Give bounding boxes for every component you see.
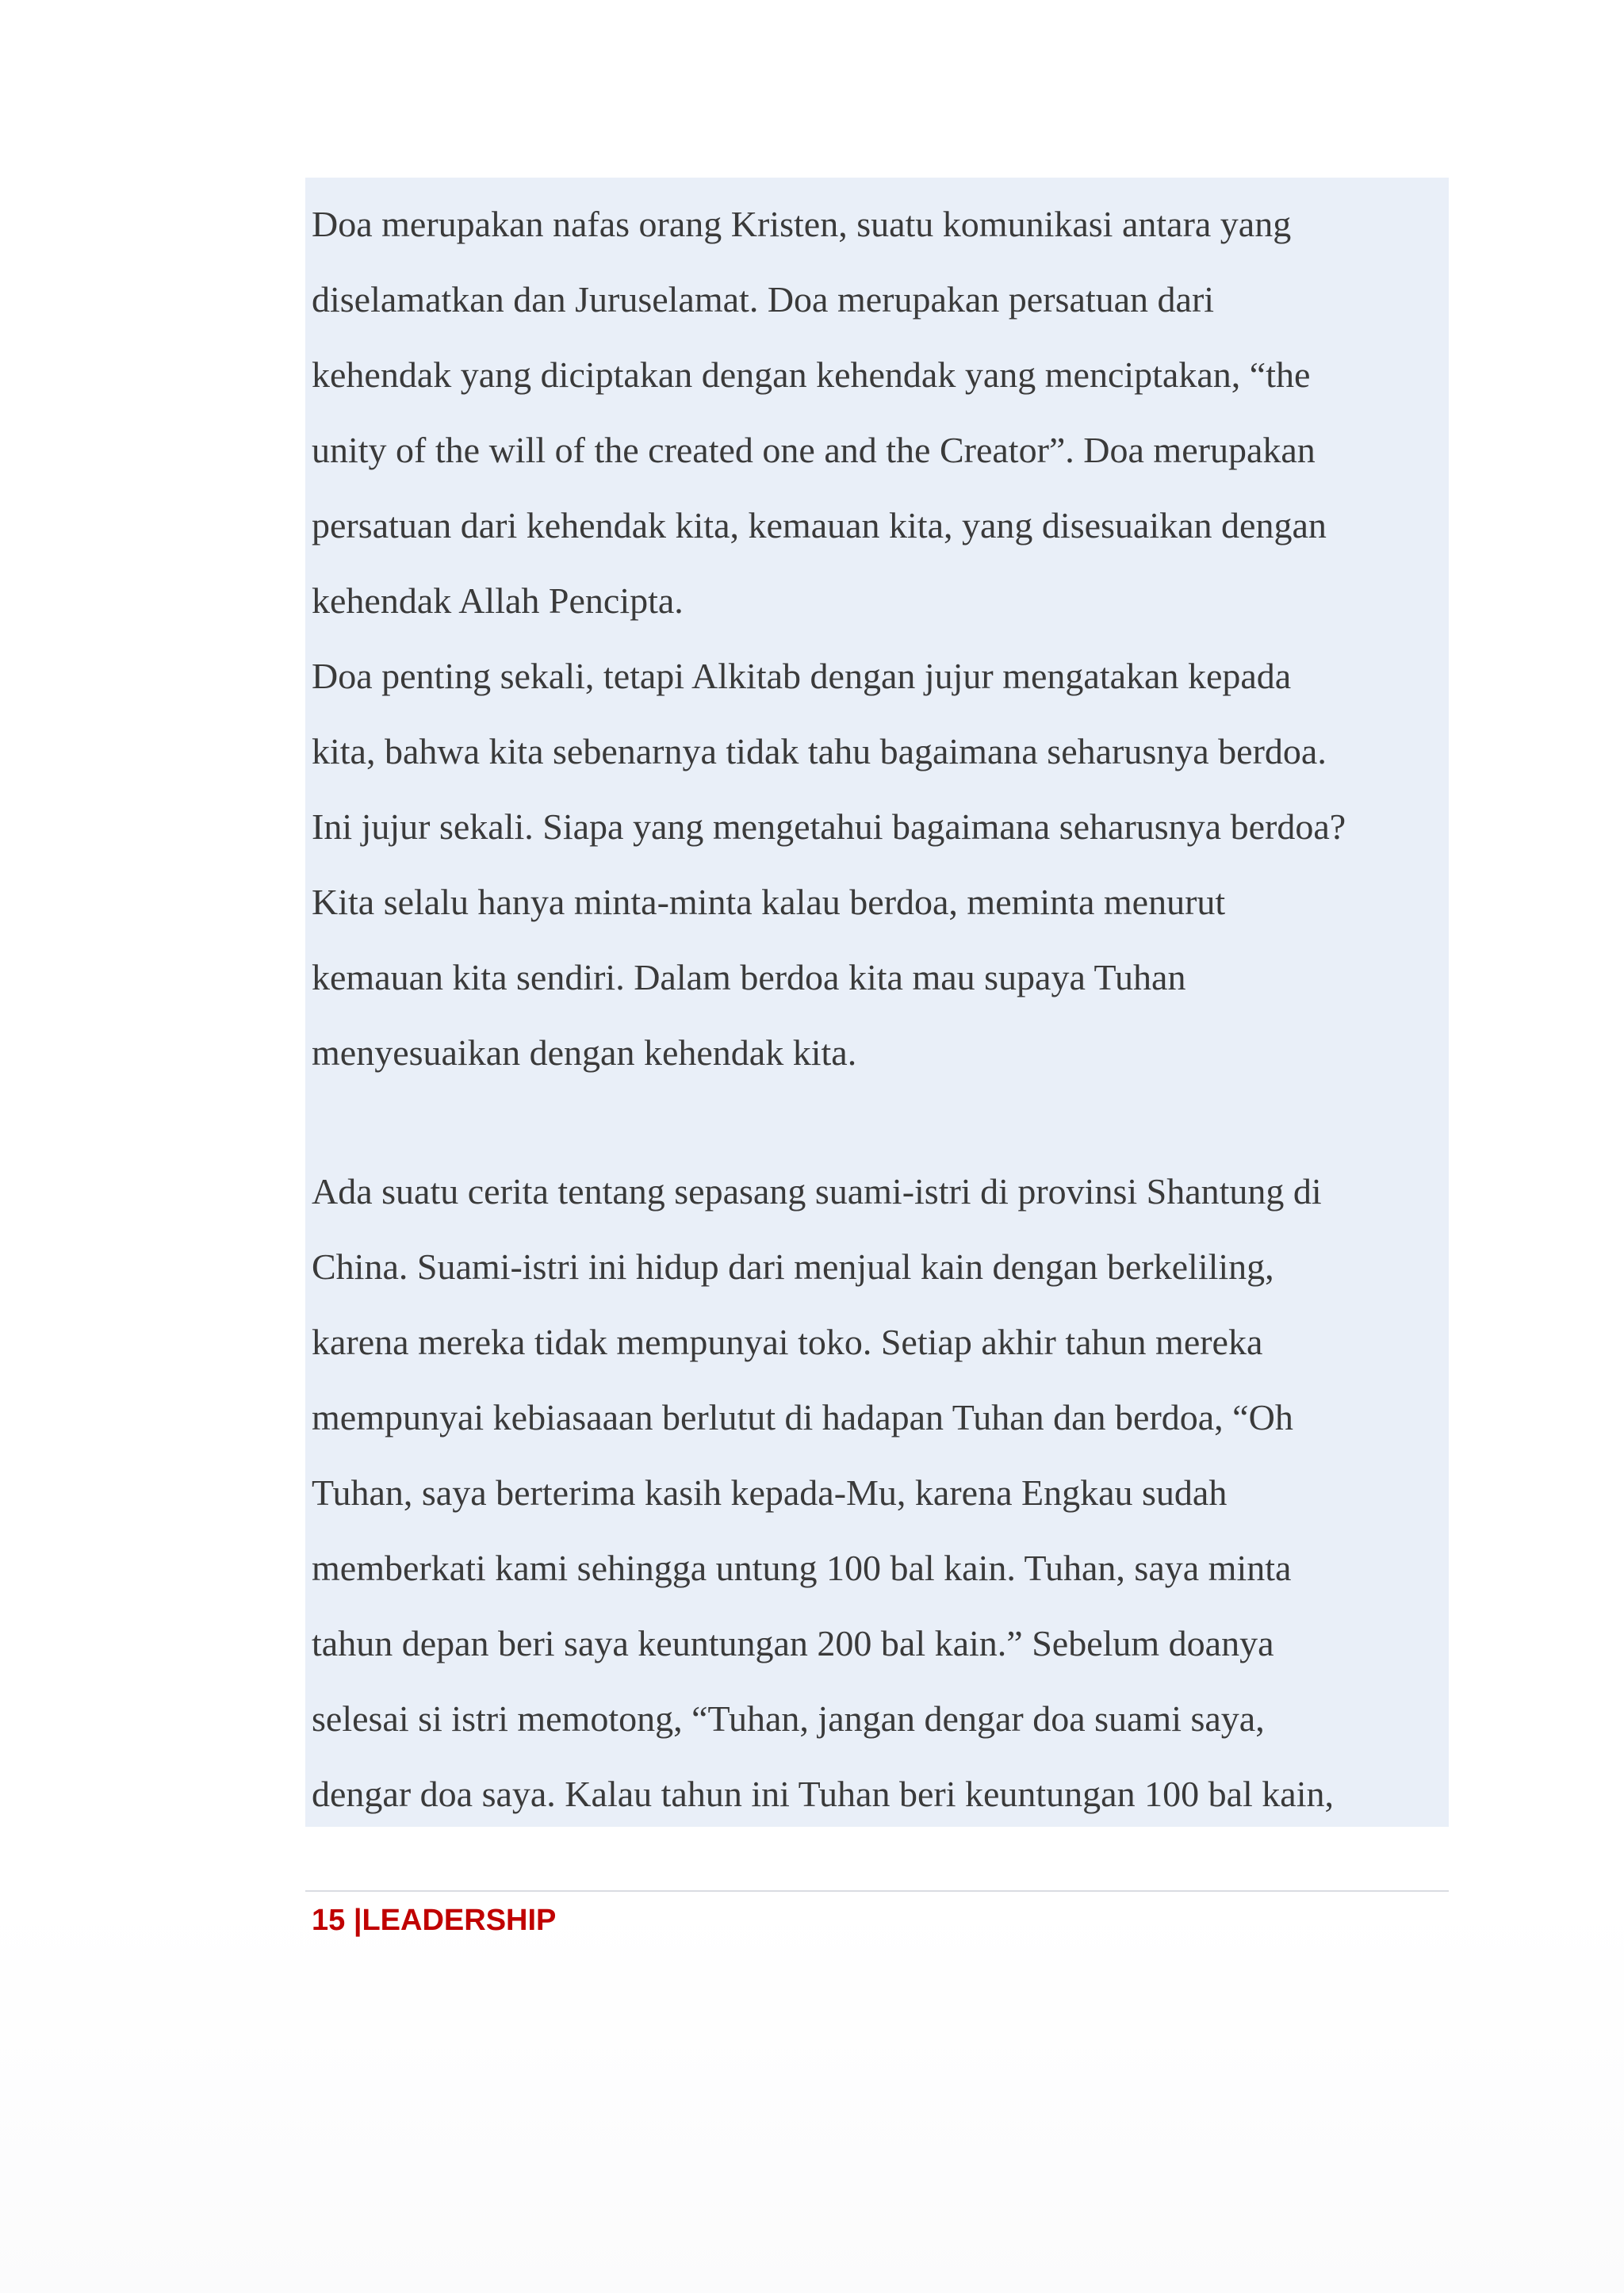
page-lower-area [0,1899,1624,2293]
text-line: dengar doa saya. Kalau tahun ini Tuhan beri keuntungan 100 bal kain, [312,1774,1334,1814]
text-line: memberkati kami sehingga untung 100 bal kain. Tuhan, saya minta [312,1548,1292,1588]
text-line: kehendak Allah Pencipta. [312,580,684,621]
text-line: kemauan kita sendiri. Dalam berdoa kita mau supaya Tuhan [312,957,1186,997]
text-line: Doa penting sekali, tetapi Alkitab dengan jujur mengatakan kepada [312,656,1292,696]
text-line: kehendak yang diciptakan dengan kehendak yang menciptakan, “the [312,354,1311,395]
text-line: kita, bahwa kita sebenarnya tidak tahu bagaimana seharusnya berdoa. [312,731,1327,771]
text-line: Tuhan, saya berterima kasih kepada-Mu, karena Engkau sudah [312,1472,1228,1513]
highlighted-text-block [305,178,1449,1827]
text-line: mempunyai kebiasaaan berlutut di hadapan Tuhan dan berdoa, “Oh [312,1397,1293,1437]
text-line: Doa merupakan nafas orang Kristen, suatu komunikasi antara yang [312,204,1292,244]
text-line: Ada suatu cerita tentang sepasang suami-istri di provinsi Shantung di [312,1171,1322,1212]
text-line: Ini jujur sekali. Siapa yang mengetahui bagaimana seharusnya berdoa? [312,806,1346,847]
page-footer: 15 |LEADERSHIP [312,1904,557,1937]
text-line: menyesuaikan dengan kehendak kita. [312,1032,857,1073]
text-line: tahun depan beri saya keuntungan 200 bal kain.” Sebelum doanya [312,1623,1274,1663]
text-line: diselamatkan dan Juruselamat. Doa merupakan persatuan dari [312,279,1215,320]
text-line: China. Suami-istri ini hidup dari menjual kain dengan berkeliling, [312,1246,1274,1287]
text-line: Kita selalu hanya minta-minta kalau berdoa, meminta menurut [312,882,1226,922]
text-line: karena mereka tidak mempunyai toko. Setiap akhir tahun mereka [312,1322,1263,1362]
text-line: persatuan dari kehendak kita, kemauan kita, yang disesuaikan dengan [312,505,1327,545]
text-line: selesai si istri memotong, “Tuhan, jangan dengar doa suami saya, [312,1698,1265,1739]
text-line: unity of the will of the created one and the Creator”. Doa merupakan [312,430,1316,470]
footer-divider [305,1890,1449,1892]
